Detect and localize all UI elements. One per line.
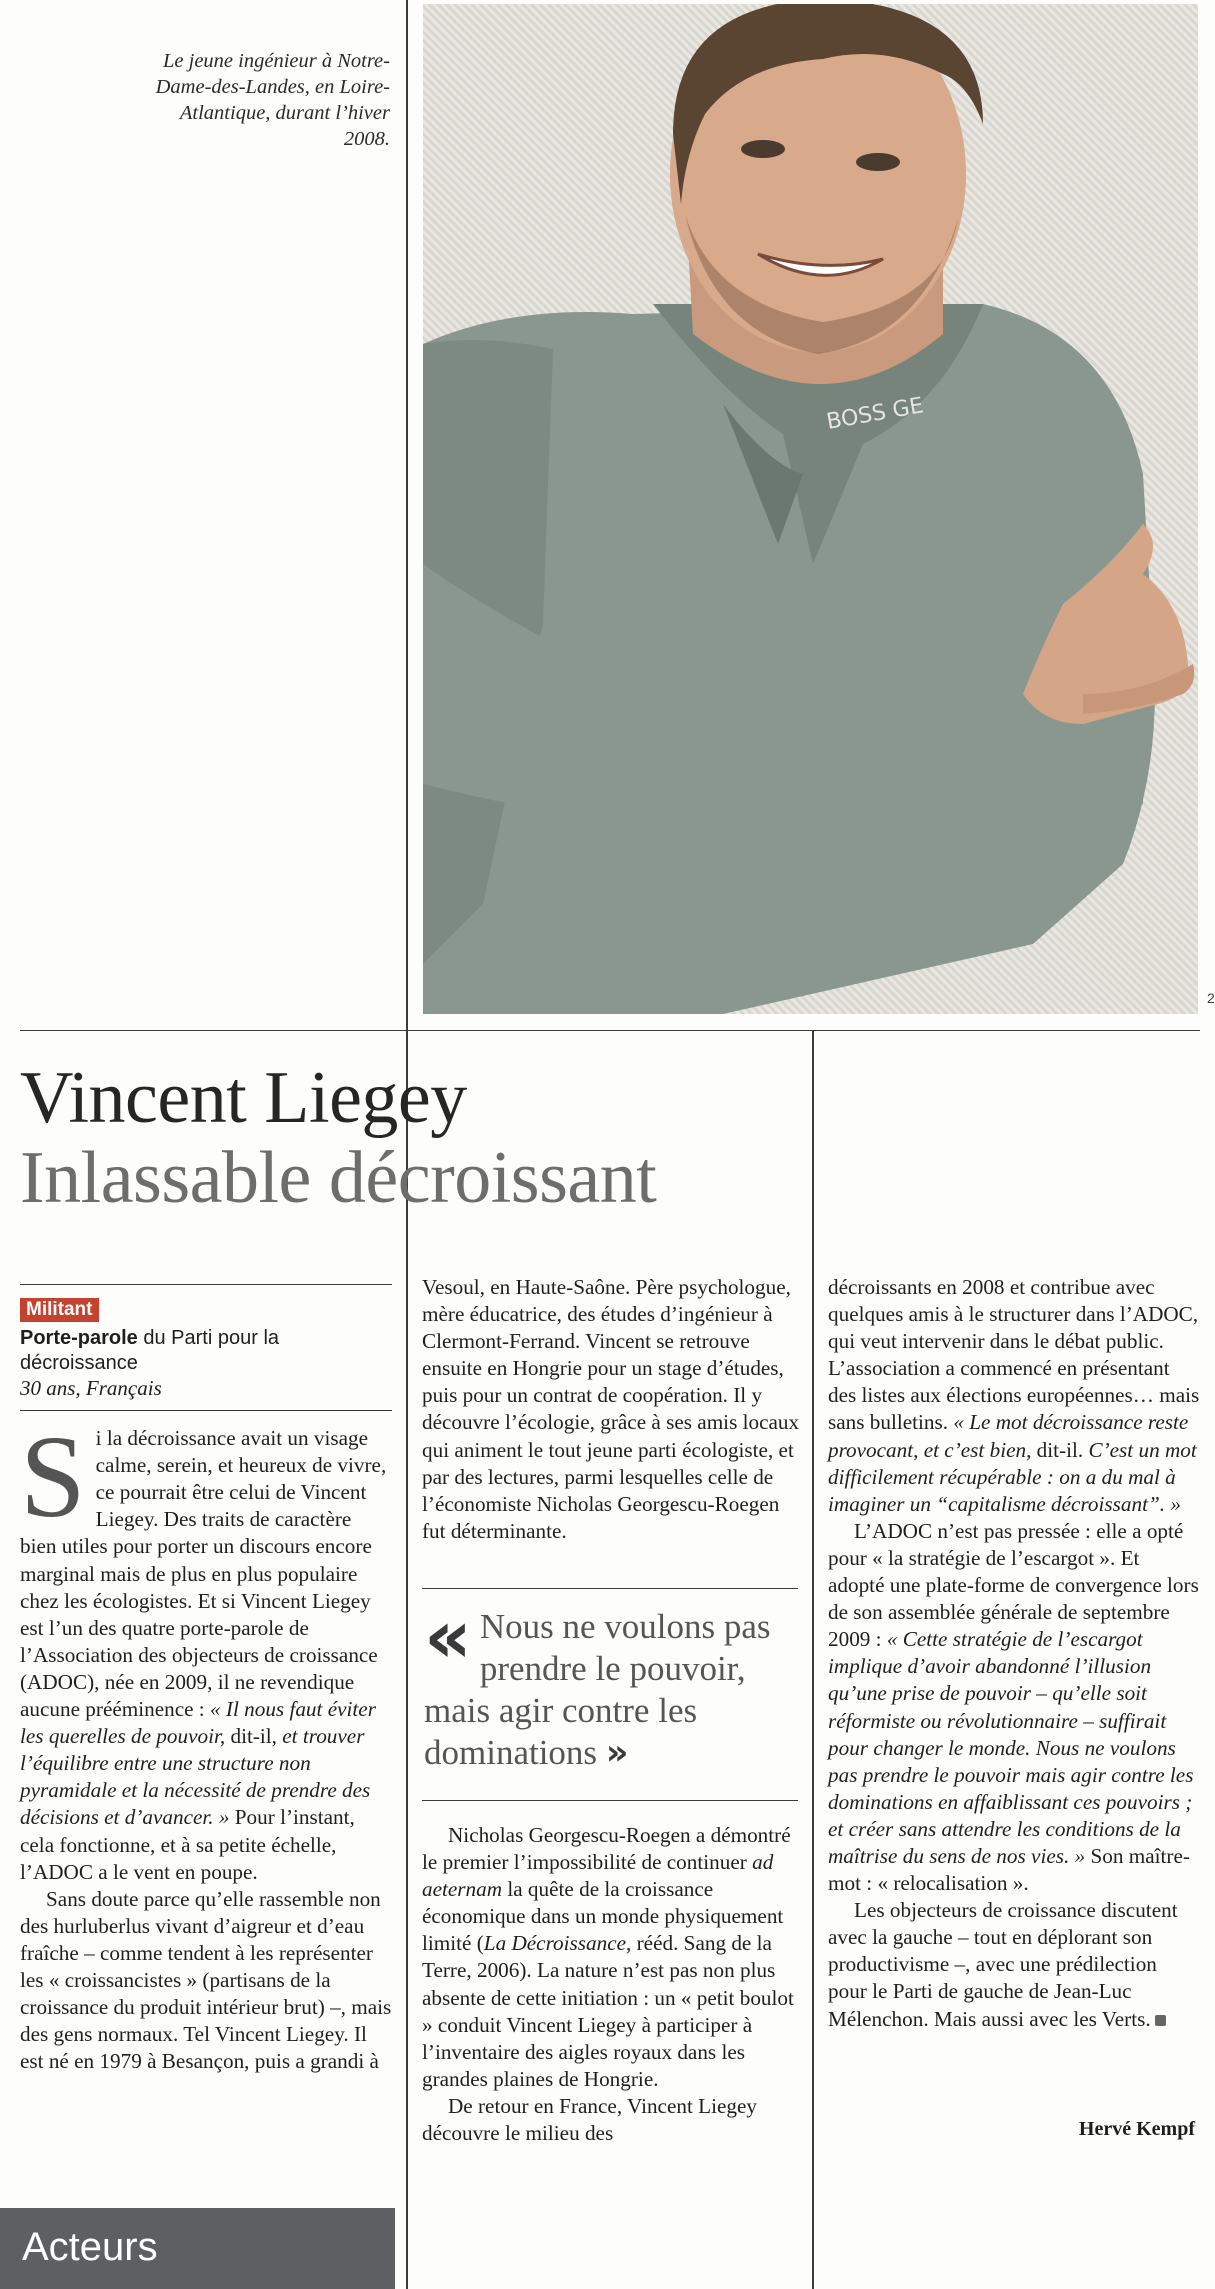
end-mark-icon [1155, 2015, 1166, 2026]
col3-p1-quote2: C’est un mot difficilement récupérable : on a du mal à imaginer un “capitalisme décroissant”. » [828, 1437, 1197, 1516]
col3-p3-text: Les objecteurs de croissance discutent avec la gauche – tout en déplorant son productivisme –, avec une prédilection pour le Parti de gauche de Jean-Luc Mélenchon. Mais aussi avec les Verts. [828, 1898, 1178, 2031]
col2-paragraph-1: Vesoul, en Haute-Saône. Père psychologue, mère éducatrice, des études d’ingénieur à Clermont-Ferrand. Vincent se retrouve ensuite en Hongrie pour un stage d’études, puis pour un contrat de coopération. Il y découvre l’écologie, grâce à ses amis locaux qui animent le tout jeune parti écologiste, et par des lectures, parmi lesquelles celle de l’économiste Nicholas Georgescu-Roegen fut déterminante. [422, 1275, 800, 1543]
col2-p2-start: Nicholas Georgescu-Roegen a démontré le premier l’impossibilité de continuer [422, 1823, 791, 1875]
profile-top-rule [20, 1284, 392, 1285]
portrait-illustration [423, 4, 1198, 1014]
col1-p1-quote2: et trouver l’équilibre entre une structure non pyramidale et la nécessité de prendre des décisions et d’avancer. » [20, 1724, 371, 1830]
col2-paragraph-3: De retour en France, Vincent Liegey découvre le milieu des [422, 2093, 757, 2146]
col3-p2-start: L’ADOC n’est pas pressée : elle a opté pour « la stratégie de l’escargot ». Et adopté une plate-forme de convergence lors de son assemblée générale de septembre 2009 : [828, 1518, 1199, 1652]
col1-p1-quote1: « Il nous faut éviter les querelles de pouvoir, [20, 1697, 376, 1749]
section-label: Acteurs [22, 2225, 158, 2269]
pullquote-bottom-rule [422, 1800, 798, 1801]
col3-p2-end: Son maître-mot : « relocalisation ». [828, 1843, 1190, 1896]
col3-p1-quote1: « Le mot décroissance reste provocant, et c’est bien, [828, 1410, 1189, 1462]
pull-quote-open-mark: « [424, 1594, 472, 1680]
col1-p1-start: i la décroissance avait un visage calme, serein, et heureux de vivre, ce pourrait être celui de Vincent Liegey. Des traits de caractère bien utiles pour porter un discours encore marginal mais de plus en plus populaire chez les écologistes. Et si Vincent Liegey est l’un des quatre porte-parole de l’Association des objecteurs de croissance (ADOC), née en 2009, il ne revendique aucune prééminence : [20, 1426, 387, 1722]
photo-caption: Le jeune ingénieur à Notre-Dame-des-Landes, en Loire-Atlantique, durant l’hiver 2008. [155, 50, 390, 150]
column-3 [828, 1274, 1200, 2033]
col1-paragraph-2: Sans doute parce qu’elle rassemble non des hurluberlus vivant d’aigreur et d’eau fraîche – comme tendent à les représenter les « croissancistes » (partisans de la croissance du produit intérieur brut) –, mais des gens normaux. Tel Vincent Liegey. Il est né en 1979 à Besançon, puis a grandi à [20, 1886, 392, 2074]
col3-paragraph-3 [828, 1897, 1200, 2032]
col3-paragraph-2 [828, 1518, 1200, 1897]
category-tag: Militant [20, 1298, 99, 1322]
column-2 [422, 1274, 802, 1545]
headline-subtitle: Inlassable décroissant [20, 1137, 657, 1219]
profile-block [20, 1295, 392, 1402]
portrait-photo [423, 4, 1198, 1014]
drop-cap: S [20, 1411, 86, 1543]
profile-bottom-rule [20, 1410, 392, 1411]
author-byline: Hervé Kempf [1078, 2118, 1195, 2140]
role-bold: Porte-parole [20, 1327, 138, 1350]
col2-p2-mid: la quête de la croissance économique dans un monde physiquement limité ( [422, 1877, 784, 1956]
profile-role [20, 1326, 392, 1402]
col2-p2-end: , rééd. Sang de la Terre, 2006). La nature n’est pas non plus absente de cette initiation : un « petit boulot » conduit Vincent Liegey à participer à l’inventaire des aigles royaux dans les grandes plaines de Hongrie. [422, 1931, 794, 2091]
col3-p2-quote: « Cette stratégie de l’escargot implique d’avoir abandonné l’illusion qu’une prise de pouvoir – qu’elle soit réformiste ou révolutionnaire – suffirait pour changer le monde. Nous ne voulons pas prendre le pouvoir mais agir contre les dominations en affaiblissant ces pouvoirs ; et créer sans attendre les conditions de la maîtrise du sens de nos vies. » [828, 1627, 1194, 1868]
side-mark: 2 [1207, 990, 1215, 1006]
role-rest: du Parti pour la décroissance [20, 1327, 280, 1375]
col3-p1-start: décroissants en 2008 et contribue avec quelques amis à le structurer dans l’ADOC, qui veut intervenir dans le débat public. L’association a commencé en présentant des listes aux élections européennes… mais sans bulletins. [828, 1275, 1200, 1435]
col1-paragraph-1 [20, 1411, 392, 1886]
profile-age: 30 ans, Français [20, 1376, 162, 1401]
column-2-lower [422, 1822, 802, 2147]
pull-quote-close-mark: » [605, 1733, 629, 1773]
pull-quote [424, 1594, 808, 1774]
section-banner [0, 2208, 395, 2289]
col1-p1-end: Pour l’instant, cela fonctionne, et à sa petite échelle, l’ADOC a le vent en poupe. [20, 1805, 355, 1884]
column-1 [20, 1295, 392, 2075]
col1-p1-mid: dit-il, [225, 1724, 283, 1749]
pullquote-top-rule [422, 1588, 798, 1589]
column-rule-right [812, 1030, 814, 2289]
col2-p2-italic: ad aeternam [422, 1850, 774, 1902]
shirt-lettering: BOSS GE [824, 393, 926, 435]
pull-quote-text: Nous ne voulons pas prendre le pouvoir, mais agir contre les dominations [424, 1607, 771, 1772]
col3-p1-mid: dit-il. [1031, 1437, 1089, 1462]
col3-paragraph-1 [828, 1274, 1200, 1518]
col2-p2-book: La Décroissance [483, 1931, 627, 1956]
col2-paragraph-2 [422, 1822, 802, 2093]
headline-name: Vincent Liegey [20, 1057, 467, 1139]
photo-bottom-rule [20, 1030, 1200, 1031]
